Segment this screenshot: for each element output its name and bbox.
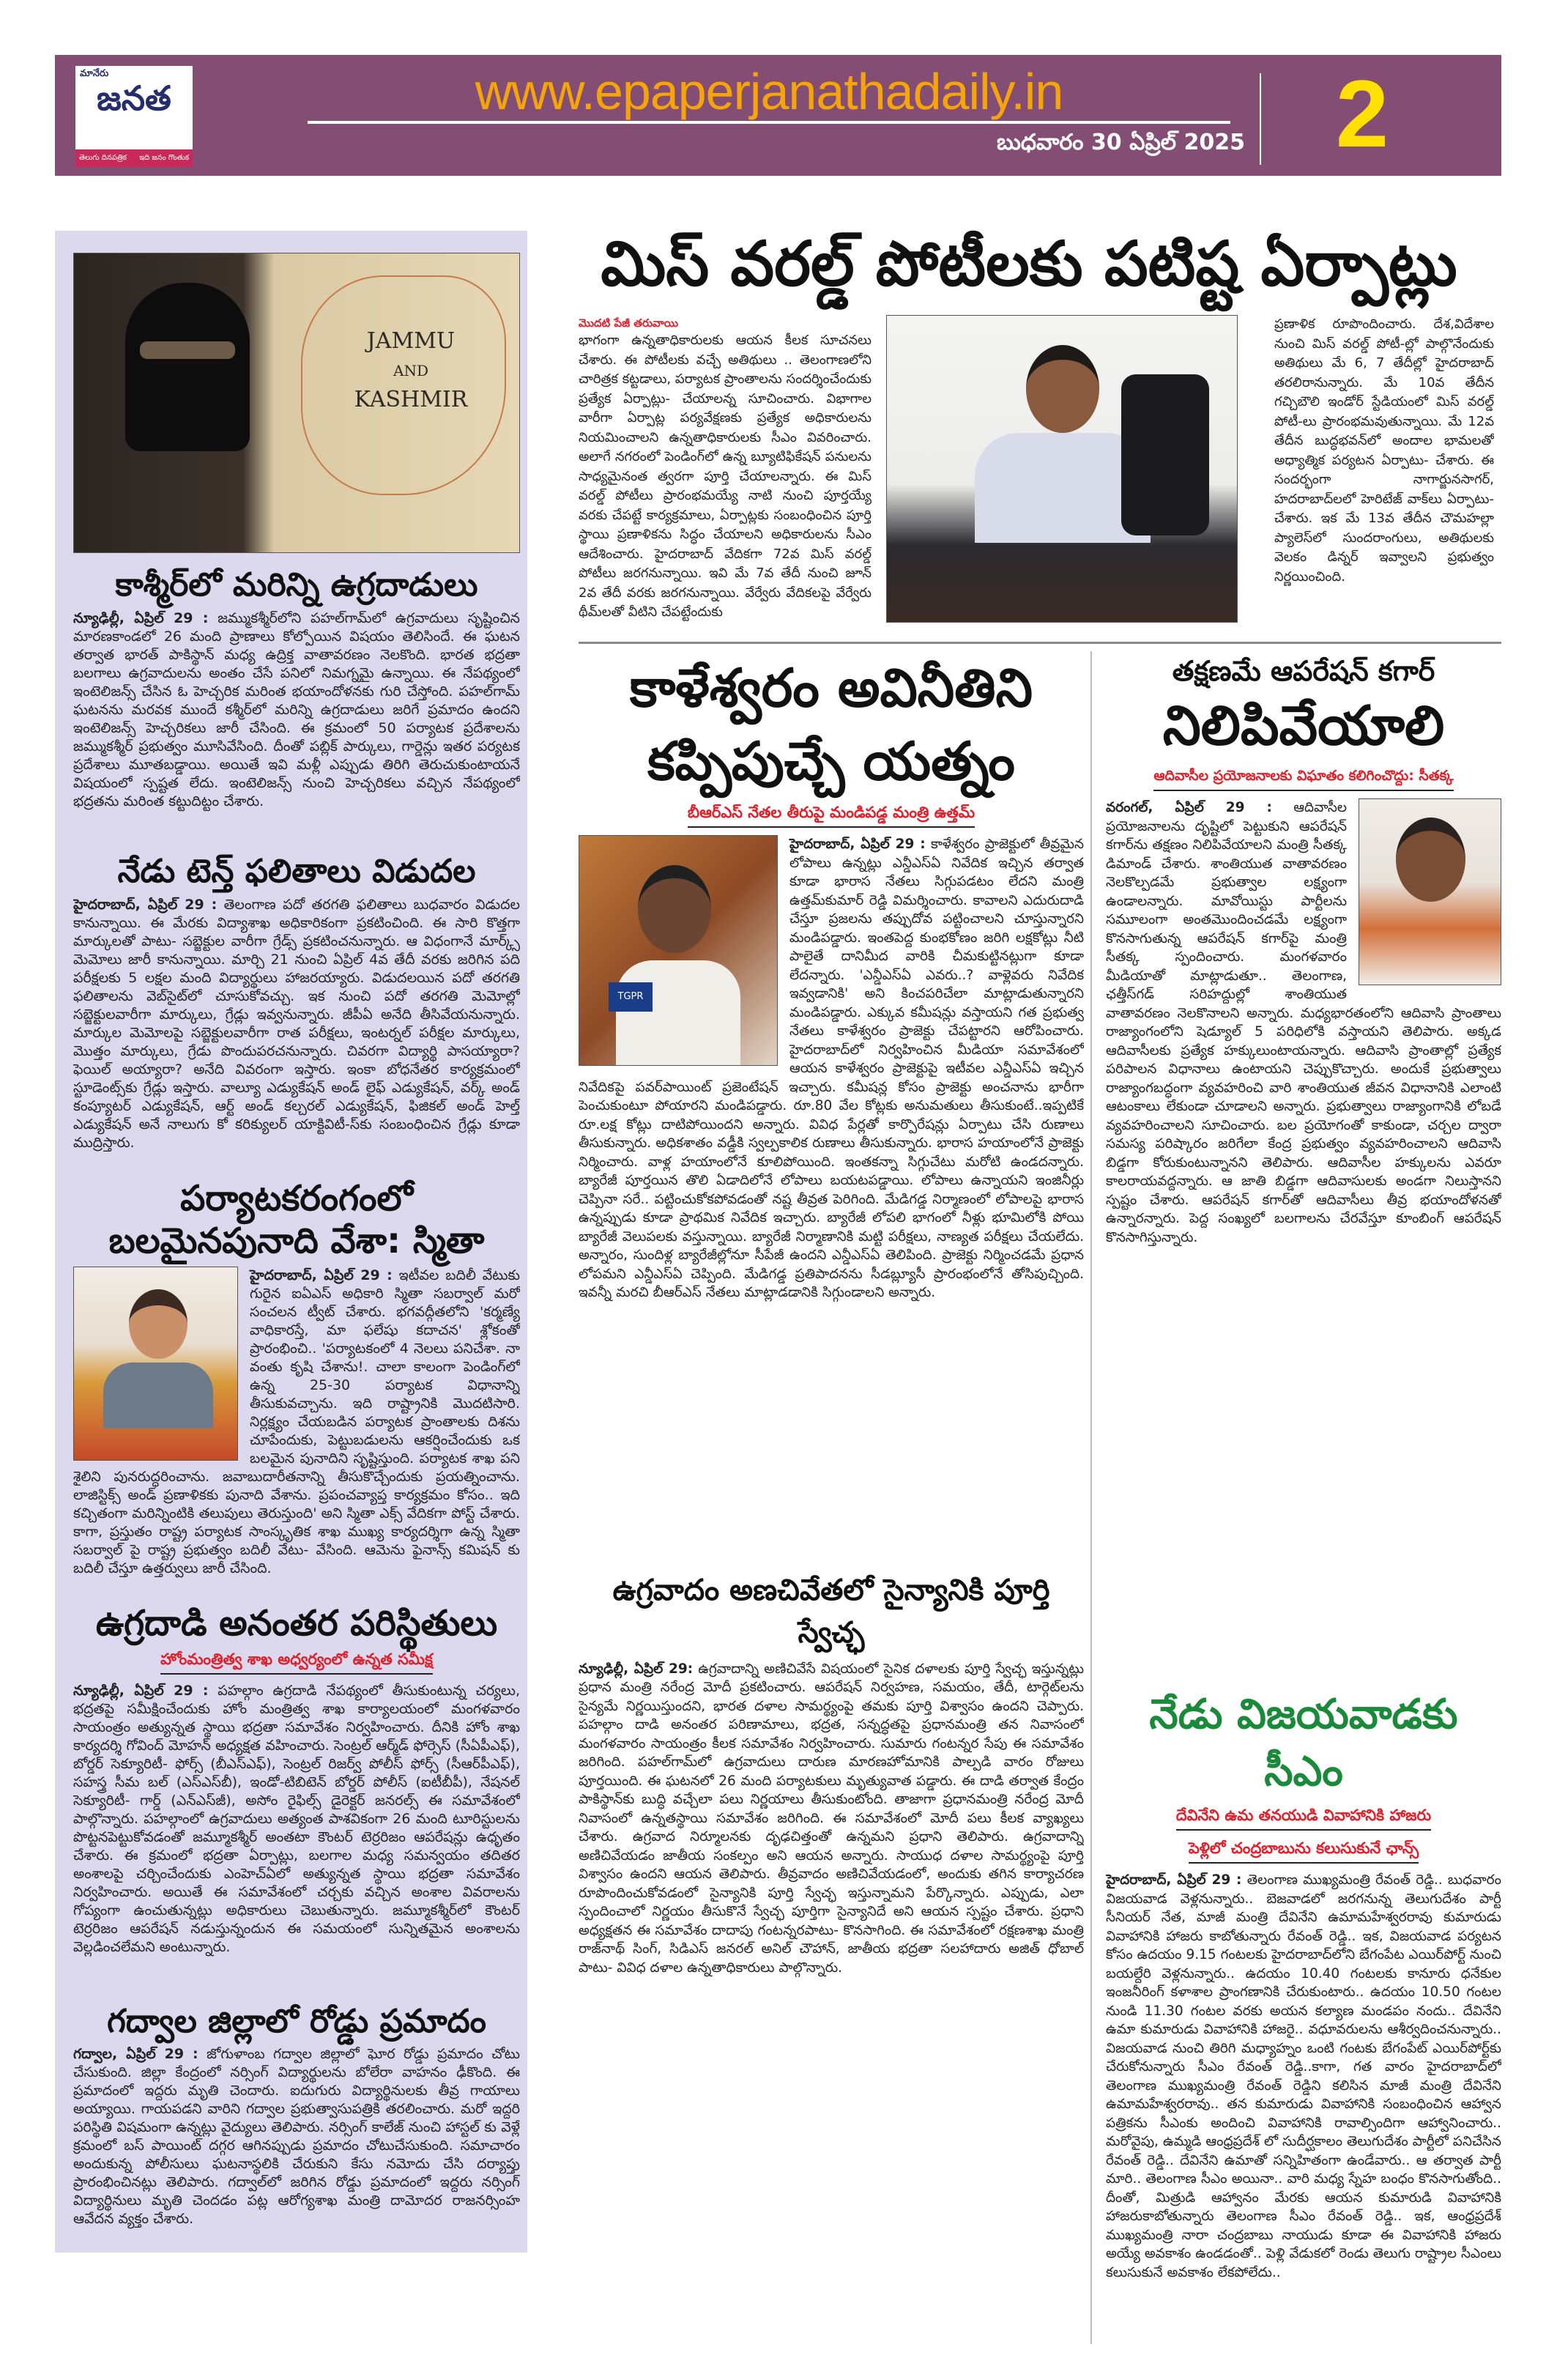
divider xyxy=(308,121,1230,124)
army-article: న్యూఢిల్లీ, ఏప్రిల్ 29: ఉగ్రవాదాన్ని అణిచివేసే విషయంలో సైనిక దళాలకు పూర్తి స్వేచ్ఛ ఇస్తున్నట్లు ప్రధాన మంత్రి నరేంద్ర మోదీ ప్రకటించారు. ఆపరేషన్ నిర్వహణ, సమయం, తేదీ, టార్గెట్‌లను సైన్యమే నిర్ణయిస్తుందని, భారత దళాల సామర్థ్యంపై తమకు పూర్తి విశ్వాసం ఉందని చెప్పారు. పహల్గాం దాడి అనంతర పరిణామాలు, భద్రత, సన్నద్ధతపై ప్రధానమంత్రి తన నివాసంలో మంగళవారం సాయంత్రం కీలక సమావేశం నిర్వహించారు. సుమారు గంటన్నర సేపు ఈ సమావేశం జరిగింది. పహల్‌గామ్‌లో ఉగ్రవాదులు దారుణ మారణహోమానికి పాల్పడి వారం రోజులు పూర్తయింది. ఈ ఘటనలో 26 మంది పర్యాటకులు మృత్యువాత పడ్డారు. ఈ దాడి తర్వాత కేంద్రం పాకిస్థాన్‌కు బుద్ధి వచ్చేలా పలు నిర్ణయాలు తీసుకుంటోంది. తాజాగా ప్రధానమంత్రి నరేంద్ర మోదీ నివాసంలో ఉన్నతస్థాయి సమావేశం జరిగింది. ఈ సమావేశంలో మోదీ పలు కీలక వ్యాఖ్యలు చేశారు. ఉగ్రవాద నిర్మూలనకు దృఢచిత్తంతో ఉన్నమని ప్రధాని తెలిపారు. ఉగ్రవాదాన్ని అణిచివేయడం జాతీయ సంకల్పం అని ఆయన అన్నారు. సాయుధ దళాల సామర్థ్యంపై పూర్తి విశ్వాసం ఉందని ఆయన తెలిపారు. తీవ్రవాదం అణిచివేయడంలో, అందుకు తగిన కార్యాచరణ రూపొందించుకోవడంలో సైన్యానికి పూర్తి స్వేచ్ఛ ఇస్తున్నామని పేర్కొన్నారు. ఎప్పుడు, ఎలా స్పందించాలో నిర్ణయం తీసుకొనే స్వేచ్ఛ పూర్తిగా సైన్యానిదే అని ఆయన స్పష్టం చేశారు. ప్రధాని అధ్యక్షతన ఈ సమావేశం దాదాపు గంటన్నరపాటు- కొనసాగింది. ఈ సమావేశంలో రక్షణశాఖ మంత్రి రాజ్‌నాథ్ సింగ్, సిడిఎస్ జనరల్ అనిల్ చౌహాన్, జాతీయ భద్రతా సలహాదారు అజిత్ ధోబాల్ పాటు- వివిధ దళాల ఉన్నతాధికారులు పాల్గొన్నారు. xyxy=(579,1661,1084,1976)
minister-uttam-photo: TGPR xyxy=(579,835,778,1066)
tenth-results-headline: నేడు టెన్త్ ఫలితాలు విడుదల xyxy=(117,853,476,891)
gadwal-headline: గద్వాల జిల్లాలో రోడ్డు ప్రమాదం xyxy=(107,2002,486,2040)
review-article: న్యూఢిల్లీ, ఏప్రిల్ 29 : పహల్గాం ఉగ్రదాడి నేపథ్యంలో తీసుకుంటున్న చర్యలు, భద్రతపై సమీక్షించేందుకు హోం మంత్రిత్వ శాఖ కార్యాలయంలో మంగళవారం సాయంత్రం అత్యున్నత స్థాయి భద్రతా సమావేశం నిర్వహించారు. దీనికి హోం శాఖ కార్యదర్శి గోవింద్ మోహన్ అధ్యక్షత వహించారు. సెంట్రల్ ఆర్మ్‌డ్ ఫోర్సెస్ (సీఏపీఎఫ్), బోర్డర్ సెక్యూరిటీ- ఫోర్స్ (బీఎస్ఎఫ్), సెంట్రల్ రిజర్వ్ పోలీస్ ఫోర్స్ (సీఆర్‌పీఎఫ్), సహస్త్ర సీమ బల్ (ఎస్ఎస్‌బీ), ఇండో-టిబిటెన్ బోర్డర్ పోలీస్ (ఐటీబీపీ), నేషనల్ సెక్యూరిటీ- గార్డ్ (ఎన్ఎస్‌జీ), అసోం రైఫిల్స్ డైరెక్టర్ జనరల్స్ ఈ సమావేశంలో పాల్గొన్నారు. పహల్గాంలో ఉగ్రవాదులు అత్యంత పాశవికంగా 26 మంది టూరిస్టులను పొట్టనపెట్టుకోవడంతో జమ్మూకశ్మీర్ అంతటా కౌంటర్ టెర్రరిజం ఆపరేషన్లు ఉధృతం చేశారు. ఈ క్రమంలో భద్రతా ఏర్పాట్లు, బలగాల మధ్య సమన్వయం తదితర అంశాలపై చర్చించేందుకు ఎంహెచ్ఏలో అత్యున్నత స్థాయి భద్రతా సమావేశం నిర్వహించారు. అయితే ఈ సమావేశంలో చర్చకు వచ్చిన అంశాల వివరాలను గోప్యంగా ఉంచుతున్నట్లు అధికారులు చెబుతున్నారు. జమ్మూకశ్మీర్‌లో కౌంటర్ టెర్రరిజం ఆపరేషన్ నడుస్తున్నందున ఈ సమయంలో సున్నితమైన అంశాలను వెల్లడించలేమని అంటున్నారు. xyxy=(73,1683,520,1956)
left-column-panel xyxy=(55,231,527,2253)
smita-headline: పర్యాటకరంగంలో బలమైనపునాది వేశా: స్మితా xyxy=(108,1178,485,1261)
review-headline: ఉగ్రదాడి అనంతర పరిస్థితులు xyxy=(95,1602,498,1644)
kaleshwaram-article: TGPR హైదరాబాద్, ఏప్రిల్ 29 : కాళేశ్వరం ప్రాజెక్టులో తీవ్రమైన లోపాలు ఉన్నట్లు ఎన్డీఎస్ఏ నివేదిక ఇచ్చిన తర్వాత కూడా భారాస నేతలు సిగ్గుపడటం లేదని మంత్రి ఉత్తమ్‌కుమార్ రెడ్డి విమర్శించారు. కావాలని ఎదురుదాడి చేస్తూ ప్రజలను తప్పుదోవ పట్టించాలని చూస్తున్నారని మండిపడ్డారు. ఇంతపెద్ద కుంభకోణం జరిగి లక్షకోట్లు నీటి పాలైతే దానిమీద వారికి చీమకుట్టినట్లుగా కూడా లేదన్నారు. 'ఎన్డీఎస్ఏ ఎవరు..? వాళ్లెవరు నివేదిక ఇవ్వడానికి' అని కించపరిచేలా మాట్లాడుతున్నారని మండిపడ్డారు. ఎక్కువ కమీషన్లు వస్తాయని గత ప్రభుత్వ నేతలు కాళేశ్వరం ప్రాజెక్టు చేపట్టారని ఆరోపించారు. హైదరాబాద్‌లో నిర్వహించిన మీడియా సమావేశంలో ఆయన కాళేశ్వరం ప్రాజెక్టుపై ఇటీవల ఎన్డీఎస్ఏ ఇచ్చిన నివేదికపై పవర్‌పాయింట్ ప్రజెంటేషన్ ఇచ్చారు. కమీషన్ల కోసం ప్రాజెక్టు అంచనాను భారీగా పెంచుకుంటూ పోయారని మండిపడ్డారు. రూ.80 వేల కోట్లకు అనుమతులు తీసుకుంటే..ఇప్పటికే రూ.లక్ష కోట్లు దాటిపోయిందని అన్నారు. వివిధ పేర్లతో కార్పొరేషన్లు ఏర్పాటు చేసి రుణాలు తీసుకున్నారు. అధికశాతం వడ్డీకి స్వల్పకాలిక రుణాలు తీసుకున్నారు. భారాస హయాంలోనే ప్రాజెక్టు నిర్మించారు. వాళ్ల హయాంలోనే కూలిపోయింది. ఇంతకన్నా సిగ్గుచేటు మరోటి ఉండదన్నారు. బ్యారేజీ పూర్తయిన తొలి ఏడాదిలోనే లోపాలు బయటపడ్డాయి. లోపాలు ఉన్నాయని ఇంజినీర్లు చెప్పినా సరే.. పట్టించుకోకపోవడంతో నష్ట తీవ్రత పెరిగింది. మేడిగడ్డ నిర్మాణంలో లోపాలపై భారాస ఉన్నప్పుడు కూడా ప్రాథమిక నివేదిక ఇచ్చారు. బ్యారేజీ లోపలి భాగంలో నీళ్లు భూమిలోకి పోయి బ్యారేజీ వెలుపలకు వస్తున్నాయి. బ్యారేజీ నిర్మాణానికి మట్టి పరీక్షలు, నాణ్యత పరీక్షలు చేయలేదు. అన్నారం, సుందిళ్ల బ్యారేజీల్లోనూ సీపేజీ ఉందని ఎన్డీఎస్ఏ తెలిపింది. ప్రాజెక్టు నిర్మించడమే ప్రధాన లోపమని ఎన్డీఎస్ఏ చెప్పింది. మేడిగడ్డ ప్రతిపాదనను సీడబ్ల్యూసీ ప్రారంభంలోనే తోసిపుచ్చింది. ఇవన్నీ మరచి బీఆర్ఎస్ నేతలు మాట్లాడడానికి సిగ్గుండాలని అన్నారు. xyxy=(579,837,1084,1300)
missworld-article-col3: ప్రణాళిక రూపొందించారు. దేశ,విదేశాల నుంచి మిస్ వరల్డ్ పోటీ-ల్లో పాల్గొనేందుకు అతిథులు మే 6, 7 తేదీల్లో హైదరాబాద్ తరలిరానున్నారు. మే 10వ తేదీన గచ్చిబౌలి ఇండోర్ స్టేడియంలో మిస్ వరల్డ్ పోటీ-లు ప్రారంభమవుతున్నాయి. మే 12వ తేదీన బుద్ధభవన్‌లో అందాల భామలతో అధ్యాత్మిక పర్యటన ఏర్పాటు- చేశారు. ఈ సందర్భంగా నాగార్జునసాగర్, హదరాబాద్‌లలో హెరిటేజ్ వాక్‌లు ఏర్పాటు- చేశారు. ఇక మే 13వ తేదీన చౌమహల్లా ప్యాలెస్‌లో సుందరాంగులు, అతిథులకు వెలకం డిన్నర్ ఇవ్వాలని ప్రభుత్వం నిర్ణయించింది. xyxy=(1274,316,1494,585)
middle-column xyxy=(557,651,1084,2344)
divider xyxy=(579,642,1501,644)
vijayawada-subhead-2: పెళ్లిలో చంద్రబాబును కలుసుకునే ఛాన్స్ xyxy=(1106,1838,1501,1864)
smita-article: హైదరాబాద్, ఏప్రిల్ 29 : ఇటీవల బదిలీ వేటుకు గురైన ఐఏఎస్ అధికారి స్మితా సబర్వాల్ మరో సంచలన ట్వీట్ చేశారు. భగవద్గీతలోని 'కర్మణ్యే వాధికారస్తే, మా ఫలేషు కదాచన' శ్లోకంతో ప్రారంభించి.. 'పర్యాటకంలో 4 నెలలు పనిచేశా. నా వంతు కృషి చేశాను!. చాలా కాలంగా పెండింగ్‌లో ఉన్న 25-30 పర్యాటక విధానాన్ని తీసుకువచ్చాను. ఇది రాష్ట్రానికి మొదటిసారి. నిర్లక్ష్యం చేయబడిన పర్యాటక ప్రాంతాలకు దిశను చూపేందుకు, పెట్టుబడులను ఆకర్షించేందుకు ఒక బలమైన పునాదిని సృష్టిస్తుంది. పర్యాటక శాఖ పని శైలిని పునరుద్ధరించాను. జవాబుదారీతనాన్ని తీసుకొచ్చేందుకు ప్రయత్నించాను. లాజిస్టిక్స్ అండ్ ప్రణాళికకు పునాది వేశాను. ప్రపంచవ్యాప్త కార్యక్రమం కోసం.. ఇది కచ్చితంగా మరిన్నింటికి తలుపులు తెరుస్తుంది' అని స్మితా ఎక్స్ వేదికగా పోస్ట్ చేశారు. కాగా, ప్రస్తుతం రాష్ట్ర పర్యాటక సాంస్కృతిక శాఖ ముఖ్య కార్యదర్శిగా ఉన్న స్మితా సబర్వాల్ పై రాష్ట్ర ప్రభుత్వం బదిలీ వేటు- వేసింది. ఆమెను ఫైనాన్స్ కమిషన్ కు బదిలీ చేస్తూ ఉత్తర్వులు జారీ చేసింది. xyxy=(73,1267,520,1577)
missworld-headline: మిస్ వరల్డ్ పోటీలకు పటిష్ట ఏర్పాట్లు xyxy=(601,228,1457,300)
kagar-subhead: ఆదివాసీల ప్రయోజనాలకు విఘాతం కలిగించొద్దు: సీతక్క xyxy=(1106,765,1501,791)
kashmir-photo: JAMMU AND KASHMIR xyxy=(73,253,520,553)
tenth-results-article: హైదరాబాద్, ఏప్రిల్ 29 : తెలంగాణ పదో తరగతి ఫలితాలు బుధవారం విడుదల కానున్నాయి. ఈ మేరకు విద్యాశాఖ అధికారికంగా ప్రకటించింది. ఈ సారి కొత్తగా మార్కులతో పాటు- సబ్జెక్టుల వారీగా గ్రేడ్స్ ప్రకటించనున్నారు. ఆ విధంగానే మార్క్స్ మెమోలు జారీ కానున్నాయి. మార్చి 21 నుంచి ఏప్రిల్ 4వ తేదీ వరకు జరిగిన పది పరీక్షలకు 5 లక్షల మంది విద్యార్థులు హాజరయ్యారు. విడుదలయిన పదో తరగతి ఫలితాలను వెబ్‌సైట్‌లో చూసుకోవచ్చు. ఇక నుంచి పదో తరగతి మెమోల్లో సబ్జెక్టులవారీగా మార్కులు, గ్రేడ్లు ఇవ్వనున్నారు. జీపీఏ అనేది తీసివేయనున్నారు. మార్కుల మెమోలపై సబ్జెక్టులవారీగా రాత పరీక్షలు, ఇంటర్నల్ పరీక్షల మార్కులు, మొత్తం మార్కులు, గ్రేడు పొందుపరచనున్నారు. చివరగా విద్యార్థి పాసయ్యారా? ఫెయిల్ అయ్యారా? అనేది వివరంగా ఇస్తారు. ఇంకా బోధనేతర కార్యక్రమంలో స్టూడెంట్స్‌కు గ్రేడ్లు ఇస్తారు. వాల్యూ ఎడ్యుకేషన్ అండ్ లైఫ్ ఎడ్యుకేషన్, వర్క్ అండ్ కంప్యూటర్ ఎడ్యుకేషన్, ఆర్ట్ అండ్ కల్చరల్ ఎడ్యుకేషన్, ఫిజికల్ అండ్ హెల్త్ ఎడ్యుకేషన్ అనే నాలుగు కో కరిక్యులర్ యాక్టివిటీ-స్‌కు సంబంధించిన గ్రేడ్లు కూడా ముద్రిస్తారు. xyxy=(73,897,520,1152)
lower-columns xyxy=(557,651,1501,2344)
kaleshwaram-subhead: బీఆర్ఎస్ నేతల తీరుపై మండిపడ్డ మంత్రి ఉత్తమ్ xyxy=(579,802,1084,828)
kashmir-headline: కాశ్మీర్‌లో మరిన్ని ఉగ్రదాడులు xyxy=(115,566,478,604)
kagar-headline: తక్షణమే ఆపరేషన్ కగార్ నిలిపివేయాలి xyxy=(1162,655,1445,757)
website-url: www.epaperjanathadaily.in xyxy=(475,63,1063,120)
gadwal-article: గద్వాల, ఏప్రిల్ 29 : జోగుళాంబ గద్వాల జిల్లాలో ఘోర రోడ్డు ప్రమాదం చోటు చేసుకుంది. జిల్లా కేంద్రంలో నర్సింగ్ విద్యార్థులను బోలేరా వాహనం ఢీకొంది. ఈ ప్రమాదంలో ఇద్దరు మృతి చెందారు. ఐదుగురు విద్యార్థినులకు తీవ్ర గాయాలు అయ్యాయి. గాయపడని వారిని గద్వాల ప్రభుత్వాసుపత్రికి తరలించారు. మరో ఇద్దరి పరిస్థితి విషమంగా ఉన్నట్లు వైద్యులు తెలిపారు. నర్సింగ్ కాలేజ్ నుంచి హాస్టల్ కు వెళ్లే క్రమంలో బస్ పాయింట్ దగ్గర ఆగినప్పుడు ప్రమాదం చోటుచేసుకుంది. సమాచారం అందుకున్న పోలీసులు ఘటనాస్థలికి చేరుకుని కేసు నమోదు చేసి దర్యాప్తు ప్రారంభించినట్లు తెలిపారు. గద్వాల్‌లో జరిగిన రోడ్డు ప్రమాదంలో ఇద్దరు నర్సింగ్ విద్యార్థినులు మృతి చెందడం పట్ల ఆరోగ్యశాఖ మంత్రి దామోదర రాజనర్సింహ ఆవేదన వ్యక్తం చేశారు. xyxy=(73,2046,520,2228)
kaleshwaram-headline: కాళేశ్వరం అవినీతిని కప్పిపుచ్చే యత్నం xyxy=(629,657,1033,792)
divider xyxy=(1260,73,1261,165)
vijayawada-subhead: దేవినేని ఉమ తనయుడి వివాహానికి హాజరు xyxy=(1106,1805,1501,1831)
review-subhead: హోంమంత్రిత్వ శాఖ అధ్వర్యంలో ఉన్నత సమీక్ష xyxy=(73,1649,520,1675)
page-number: 2 xyxy=(1335,60,1389,167)
main-area xyxy=(557,220,1501,2344)
army-headline: ఉగ్రవాదం అణచివేతలో సైన్యానికి పూర్తి స్వేచ్ఛ xyxy=(612,1573,1050,1650)
vijayawada-headline: నేడు విజయవాడకు సీఎం xyxy=(1149,1691,1458,1796)
missworld-article-col1: భాగంగా ఉన్నతాధికారులకు ఆయన కీలక సూచనలు చేశారు. ఈ పోటీలకు వచ్చే అతిథులు .. తెలంగాణలోని చారిత్రక కట్టడాలు, పర్యాటక ప్రాంతాలను సందర్శించేందుకు ప్రత్యేక ఏర్పాట్లు- చేయాలన్న సూచించారు. విభాగాల వారీగా ఏర్పాట్ల పర్యవేక్షణకు ప్రత్యేక అధికారులను నియమించాలని ఉన్నతాధికారులకు సీఎం వివరించారు. అలాగే నగరంలో పెండింగ్‌లో ఉన్న బ్యూటిఫికేషన్ పనులను సాధ్యమైనంత త్వరగా పూర్తి చేయాలన్నారు. ఈ మిస్ వరల్డ్ పోటీలు ప్రారంభమయ్యే నాటి నుంచి పూర్తయ్యే వరకు చేపట్టే కార్యక్రమాలు, ఏర్పాట్లకు సంబంధించిన పూర్తి స్థాయి ప్రణాళికను సిద్ధం చేయాలని అధికారులను సీఎం ఆదేశించారు. హైదరాబాద్ వేదికగా 72వ మిస్ వరల్డ్ పోటీలు జరగనున్నాయి. ఇవి మే 7వ తేదీ నుంచి జూన్ 2వ తేదీ వరకు జరగనున్నాయి. వేర్వేరు వేదికలపై వేర్వేరు థీమ్‌లతో వీటిని చేపట్టేందుకు xyxy=(579,333,872,620)
janatha-logo: మానేరు జనత తెలుగు దినపత్రిక ఇది జనం గొంతుక xyxy=(75,66,193,167)
vijayawada-article: హైదరాబాద్, ఏప్రిల్ 29 : తెలంగాణ ముఖ్యమంత్రి రేవంత్ రెడ్డి.. బుధవారం విజయవాడ వెళ్లనున్నారు.. బెజవాడలో జరగనున్న తెలుగుదేశం పార్టీ సీనియర్ నేత, మాజీ మంత్రి దేవినేని ఉమామహేశ్వరరావు కుమారుడు వివాహానికి హాజరు కాబోతున్నారు రేవంత్ రెడ్డి.. ఇక, విజయవాడ పర్యటన కోసం ఉదయం 9.15 గంటలకు హైదరాబాద్‌లోని బేగంపేట ఎయిర్‌పోర్ట్ నుంచి బయల్దేరి వెళ్లనున్నారు.. ఉదయం 10.40 గంటలకు కానూరు ధనేకుల ఇంజనీరింగ్ కళాశాల ప్రాంగణానికి చేరుకుంటారు.. ఉదయం 10.50 గంటల నుండి 11.30 గంటల వరకు అయన కల్యాణ మండపం నందు.. దేవినేని ఉమా కుమారుడు వివాహానికి హాజరై.. వధూవరులను ఆశీర్వదించనున్నారు.. విజయవాడ నుంచి తిరిగి మధ్యాహ్నం ఒంటి గంటకు బేగంపేట్ ఎయిర్‌పోర్ట్‌కు చేరుకోనున్నారు సీఎం రేవంత్ రెడ్డి..కాగా, గత వారం హైదరాబాద్‌లో తెలంగాణ ముఖ్యమంత్రి రేవంత్ రెడ్డిని కలిసిన మాజీ మంత్రి దేవినేని ఉమామహేశ్వరరావు.. తన కుమారుడు వివాహానికి సంబంధించిన ఆహ్వాన పత్రికను సీఎంకు అందించి వివాహానికి రావాల్సిందిగా ఆహ్వానించారు.. మరోవైపు, ఉమ్మడి ఆంధ్రప్రదేశ్ లో సుదీర్ఘకాలం తెలుగుదేశం పార్టీలో పనిచేసిన రేవంత్ రెడ్డి.. దేవినేని ఉమాతో సన్నిహితంగా ఉండేవారు.. ఆ తర్వాత పార్టీ మారి.. తెలంగాణ సీఎం అయినా.. వారి మధ్య స్నేహ బంధం కొనసాగుతోంది.. దీంతో, మిత్రుడి ఆహ్వానం మేరకు ఆయన కుమారుడి వివాహానికి హాజరుకాబోతున్నారు తెలంగాణ సీఎం రేవంత్ రెడ్డి.. ఇక, ఆంధ్రప్రదేశ్ ముఖ్యమంత్రి నారా చంద్రబాబు నాయుడు కూడా ఈ వివాహానికి హాజరు అయ్యే అవకాశం ఉండడంతో.. పెళ్లి వేడుకలో రెండు తెలుగు రాష్ట్రాల సీఎంలు కలుసుకునే అవకాశం లేకపోలేదు.. xyxy=(1106,1872,1501,2280)
cm-revanth-photo xyxy=(886,315,1238,623)
kashmir-article: న్యూఢిల్లీ, ఏప్రిల్ 29 : జమ్ముకశ్మీర్‌లోని పహల్‌గామ్‌లో ఉగ్రవాదులు సృష్టించిన మారణకాండలో 26 మంది ప్రాణాలు కోల్పోయిన విషయం తెలిసిందే. ఈ ఘటన తర్వాత భారత్ పాకిస్థాన్ మధ్య ఉద్రిక్త వాతావరణం నెలకొంది. భారత భద్రతా బలగాలు ఉగ్రవాదులను అంతం చేసే పనిలో నిమగ్నమై ఉన్నాయి. ఈ నేపథ్యంలో ఇంటెలిజన్స్ చేసిన ఓ హెచ్చరిక మరింత భయాందోళనకు గురి చేస్తోంది. పహల్‌గామ్ ఘటనను మరవక ముందే కశ్మీర్‌లో మరిన్ని ఉగ్రదాడులు జరిగే ప్రమాదం ఉందని ఇంటెలిజన్స్ హెచ్చరికలు జారీ చేసింది. ఈ క్రమంలో 50 పర్యాటక ప్రదేశాలను జమ్ముకశ్మీర్ ప్రభుత్వం మూసివేసింది. దీంతో పబ్లిక్ పార్కులు, గార్డెన్లు ఇతర పర్యటక ప్రదేశాలు మూతబడ్డాయి. అయితే ఇవి మళ్లీ ఎప్పుడు తిరిగి తెరుచుకుంటాయనే విషయంలో స్పష్టత లేదు. ఇంటెలిజన్స్ నుంచి హెచ్చరికలు వచ్చిన నేపథ్యంలో భద్రతను మరింత కట్టుదిట్టం చేశారు. xyxy=(73,609,520,809)
column-divider xyxy=(1090,651,1092,2344)
smita-photo xyxy=(73,1267,238,1461)
kagar-article: వరంగల్, ఏప్రిల్ 29 : ఆదివాసీల ప్రయోజనాలను దృష్టిలో పెట్టుకుని ఆపరేషన్ కగార్‌ను తక్షణం నిలిపివేయాలని మంత్రి సీతక్క డిమాండ్ చేశారు. శాంతియుత వాతావరణం నెలకొల్పడమే ప్రభుత్వాల లక్ష్యంగా ఉండాలన్నారు. మావోయిస్టు పార్టీలను సమూలంగా అంతమొందించడమే లక్ష్యంగా కొనసాగుతున్న ఆపరేషన్ కగార్‌పై మంత్రి సీతక్క స్పందించారు. మంగళవారం మీడియాతో మాట్లాడుతూ.. తెలంగాణ, ఛత్తీస్‌గడ్ సరిహద్దుల్లో శాంతియుత వాతావరణం నెలకొనాలని అన్నారు. మధ్యభారతంలోని ఆదివాసి ప్రాంతాలు రాజ్యాంగంలోని షెడ్యూల్ 5 పరిధిలోకి వస్తాయని తెలిపారు. అక్కడ ఆదివాసీలకు ప్రత్యేక హక్కులుంటాయన్నారు. ఆదివాసి ప్రాంతాల్లో ప్రత్యేక పరిపాలన విధానాలు ఉంటాయని చెప్పుకొచ్చారు. అందుకే ప్రభుత్వాలు రాజ్యాంగబద్ధంగా వ్యవహరించి వారి శాంతియుత జీవన విధానానికి ఎలాంటి ఆటంకాలు లేకుండా చూడాలని అన్నారు. ప్రభుత్వాలు రాజ్యాంగానికి లోబడే వ్యవహరించాలని సూచించారు. బల ప్రయోగంతో కాకుండా, చర్చల ద్వారా సమస్య పరిష్కారం జరిగేలా కేంద్ర ప్రభుత్వం వ్యవహరించాలని ఆదివాసి బిడ్డగా కోరుకుంటున్నానని తెలిపారు. ఆదివాసీల హక్కులను ఎవరూ కాలరాయవద్దన్నారు. ఆ జాతి బిడ్డగా ఆదివాసులకు అండగా నిలుస్తానని స్పష్టం చేశారు. ఆపరేషన్ కగార్‌తో ఆదివాసీలు తీవ్ర భయాందోళనతో ఉన్నారన్నారు. పెద్ద సంఖ్యలో బలగాలను చేరవేస్తూ కూంబింగ్ ఆపరేషన్ కొనసాగిస్తున్నారు. xyxy=(1106,800,1501,1245)
continued-label: మొదటి పేజీ తరువాయి xyxy=(579,316,679,330)
missworld-article xyxy=(557,308,1501,637)
issue-date: బుధవారం 30 ఏప్రిల్ 2025 xyxy=(996,130,1245,155)
minister-seethakka-photo xyxy=(1359,798,1501,985)
right-column xyxy=(1099,651,1501,2344)
